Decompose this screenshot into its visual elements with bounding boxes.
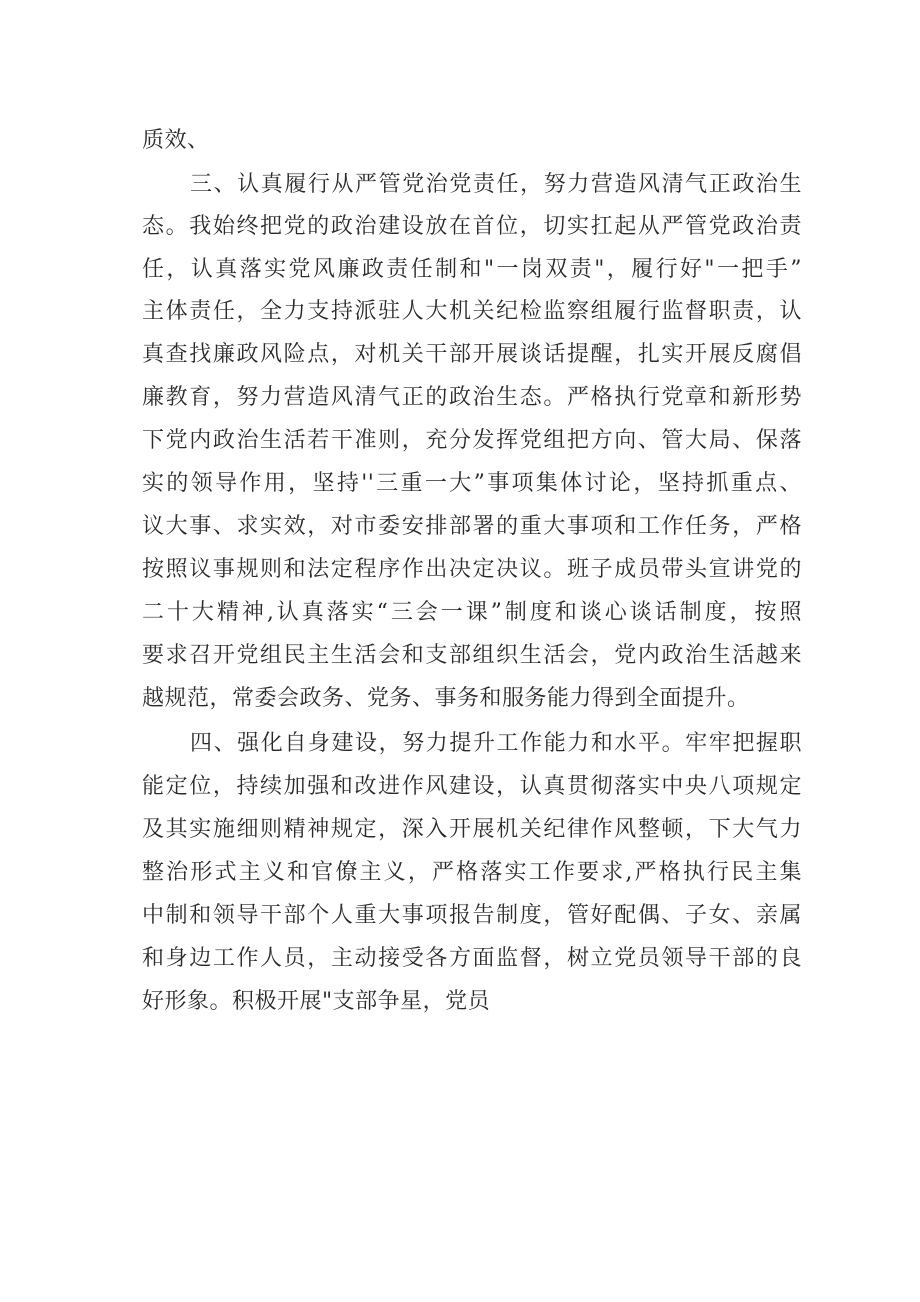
- text-line: 实的领导作用，坚持''三重一大”事项集体讨论，坚持抓重点、: [142, 471, 802, 496]
- text-line: 真查找廉政风险点，对机关干部开展谈话提醒，扎实开展反腐倡: [142, 342, 802, 367]
- text-line: 议大事、求实效，对市委安排部署的重大事项和工作任务，严格: [142, 514, 802, 539]
- text-line: 及其实施细则精神规定，深入开展机关纪律作风整顿，下大气力: [142, 817, 802, 842]
- text-line: 主体责任，全力支持派驻人大机关纪检监察组履行监督职责，认: [142, 299, 802, 324]
- text-line: 好形象。积极开展"支部争星，党员: [142, 989, 491, 1014]
- text-line: 整治形式主义和官僚主义，严格落实工作要求,严格执行民主集: [142, 860, 802, 885]
- section-heading-3: 三、认真履行从严管党治党责任，努力营造风清气正政治生: [190, 172, 802, 197]
- section-heading-4: 四、强化自身建设，努力提升工作能力和水平。牢牢把握职: [190, 731, 802, 756]
- text-line: 越规范，常委会政务、党务、事务和服务能力得到全面提升。: [142, 686, 750, 711]
- text-line: 廉教育，努力营造风清气正的政治生态。严格执行党章和新形势: [142, 385, 802, 410]
- text-line: 要求召开党组民主生活会和支部组织生活会，党内政治生活越来: [142, 643, 802, 668]
- text-line: 能定位，持续加强和改进作风建设，认真贯彻落实中央八项规定: [142, 774, 802, 799]
- text-line: 二十大精神,认真落实“三会一课”制度和谈心谈话制度，按照: [142, 600, 802, 625]
- text-line: 下党内政治生活若干准则，充分发挥党组把方向、管大局、保落: [142, 428, 802, 453]
- text-line: 中制和领导干部个人重大事项报告制度，管好配偶、子女、亲属: [142, 903, 802, 928]
- text-line: 质效、: [142, 128, 210, 153]
- text-line: 任，认真落实党风廉政责任制和"一岗双责"，履行好"一把手”: [142, 257, 802, 282]
- text-line: 和身边工作人员，主动接受各方面监督，树立党员领导干部的良: [142, 946, 802, 971]
- text-line: 按照议事规则和法定程序作出决定决议。班子成员带头宣讲党的: [142, 557, 802, 582]
- text-line: 态。我始终把党的政治建设放在首位，切实扛起从严管党政治责: [142, 214, 802, 239]
